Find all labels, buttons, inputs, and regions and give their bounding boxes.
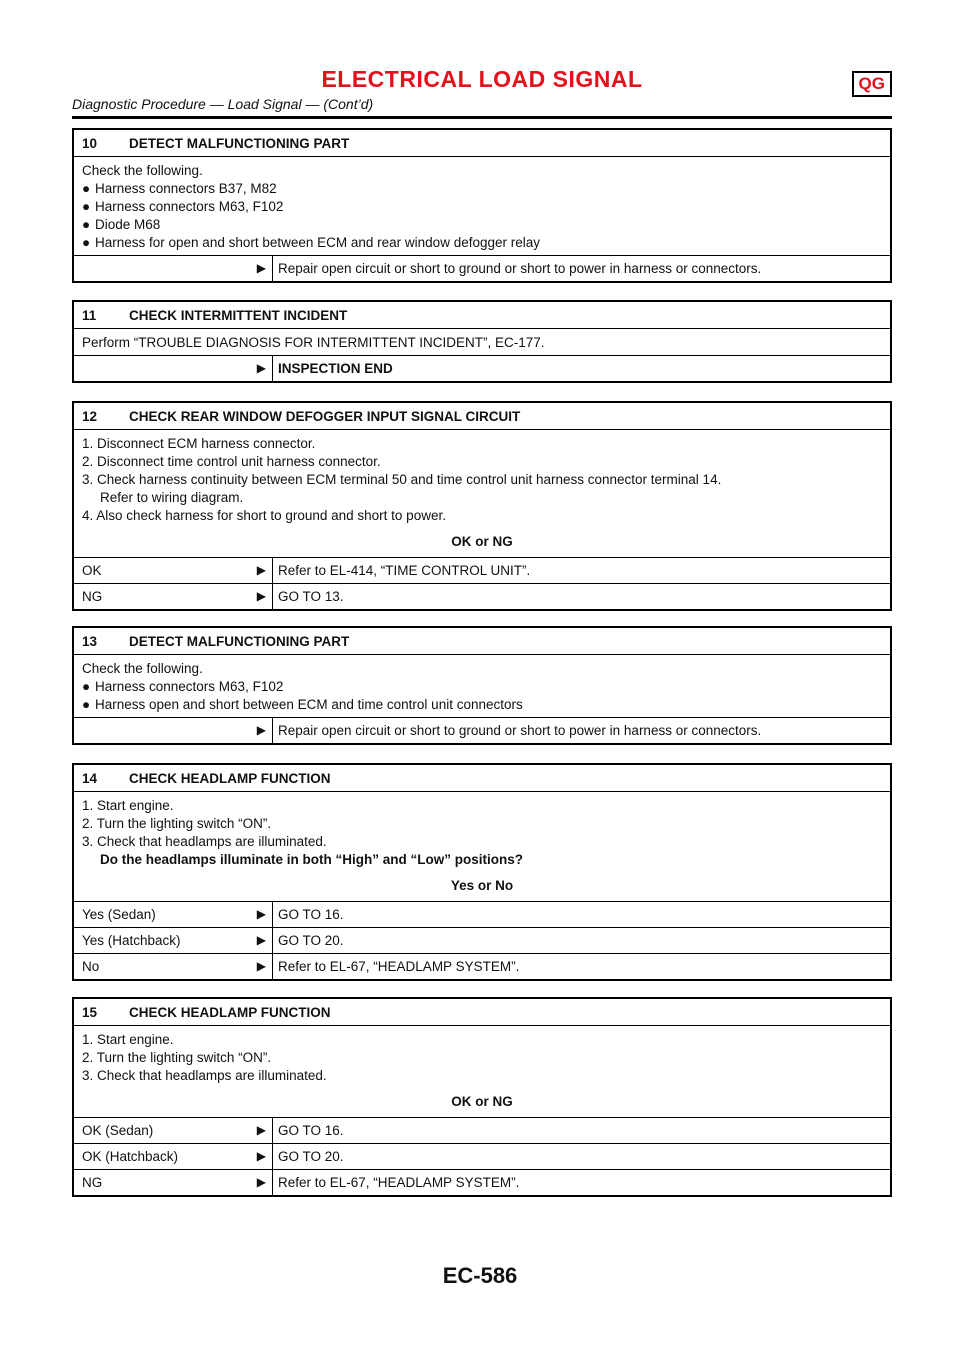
- step-15-block: [72, 997, 892, 1197]
- step-number: 12: [82, 409, 98, 424]
- result-label: [74, 718, 272, 743]
- list-item: [82, 216, 882, 234]
- result-row: [74, 255, 890, 281]
- list-item-text: Harness connectors B37, M82: [95, 181, 277, 196]
- result-text: GO TO 16.: [272, 1118, 890, 1143]
- result-row: [74, 355, 890, 381]
- result-label: [74, 954, 272, 979]
- arrow-right-icon: ▶: [256, 933, 266, 947]
- page-number: EC-586: [442, 1263, 518, 1288]
- bullet-icon: ●: [82, 217, 91, 232]
- arrow-right-icon: ▶: [256, 563, 266, 577]
- step-14-block: [72, 763, 892, 981]
- list-item: [82, 678, 882, 696]
- result-text: INSPECTION END: [272, 356, 890, 381]
- step-text: 3. Check harness continuity between ECM terminal 50 and time control unit harness connector terminal 14.: [82, 472, 722, 487]
- result-row: [74, 583, 890, 609]
- arrow-right-icon: ▶: [256, 361, 266, 375]
- bullet-icon: ●: [82, 235, 91, 250]
- bullet-icon: ●: [82, 181, 91, 196]
- result-text: Refer to EL-67, “HEADLAMP SYSTEM”.: [272, 954, 890, 979]
- bullet-icon: ●: [82, 199, 91, 214]
- step-header: [74, 628, 890, 655]
- step-body: [74, 1026, 890, 1117]
- bullet-icon: ●: [82, 679, 91, 694]
- step-11-block: [72, 300, 892, 383]
- result-label-text: OK (Sedan): [82, 1123, 154, 1138]
- result-text: GO TO 13.: [272, 584, 890, 609]
- step-10-block: [72, 128, 892, 283]
- step-title: DETECT MALFUNCTIONING PART: [129, 634, 350, 649]
- result-text: Repair open circuit or short to ground or short to power in harness or connectors.: [272, 718, 890, 743]
- decision-question: OK or NG: [451, 534, 513, 549]
- step-body: [74, 792, 890, 901]
- step-header: [74, 130, 890, 157]
- step-body: [74, 329, 890, 355]
- step-text: 3. Check that headlamps are illuminated.: [82, 1068, 327, 1083]
- result-label-text: Yes (Sedan): [82, 907, 156, 922]
- step-text: Refer to wiring diagram.: [100, 490, 244, 505]
- step-number: 10: [82, 136, 98, 151]
- list-item-text: Harness connectors M63, F102: [95, 199, 284, 214]
- step-body: [74, 655, 890, 717]
- list-item-text: Harness connectors M63, F102: [95, 679, 284, 694]
- section-title: ELECTRICAL LOAD SIGNAL: [321, 66, 643, 92]
- result-label-text: NG: [82, 589, 103, 604]
- step-text: 3. Check that headlamps are illuminated.: [82, 834, 327, 849]
- result-label: [74, 1144, 272, 1169]
- result-label: [74, 256, 272, 281]
- step-body: [74, 430, 890, 557]
- arrow-right-icon: ▶: [256, 261, 266, 275]
- step-13-block: [72, 626, 892, 745]
- result-row: [74, 1169, 890, 1195]
- result-label: [74, 558, 272, 583]
- step-text: Check the following.: [82, 163, 203, 178]
- step-title: CHECK REAR WINDOW DEFOGGER INPUT SIGNAL CIRCUIT: [129, 409, 521, 424]
- result-text: Refer to EL-414, “TIME CONTROL UNIT”.: [272, 558, 890, 583]
- result-label: [74, 584, 272, 609]
- step-body: [74, 157, 890, 255]
- result-row: [74, 927, 890, 953]
- step-title: DETECT MALFUNCTIONING PART: [129, 136, 350, 151]
- result-row: [74, 717, 890, 743]
- list-item-text: Harness open and short between ECM and time control unit connectors: [95, 697, 523, 712]
- list-item: [82, 234, 882, 252]
- step-number: 13: [82, 634, 98, 649]
- section-subtitle: Diagnostic Procedure — Load Signal — (Cont’d): [72, 96, 374, 112]
- result-row: [74, 1143, 890, 1169]
- engine-badge: QG: [852, 71, 892, 97]
- step-text: 1. Start engine.: [82, 1032, 174, 1047]
- result-label: [74, 1118, 272, 1143]
- step-text: 4. Also check harness for short to ground and short to power.: [82, 508, 446, 523]
- list-item-text: Diode M68: [95, 217, 161, 232]
- decision-question: Yes or No: [450, 878, 514, 893]
- result-label: [74, 1170, 272, 1195]
- list-item: [82, 180, 882, 198]
- step-question: Do the headlamps illuminate in both “High” and “Low” positions?: [100, 852, 524, 867]
- result-label-text: No: [82, 959, 100, 974]
- result-row: [74, 953, 890, 979]
- step-text: Check the following.: [82, 661, 203, 676]
- step-header: [74, 403, 890, 430]
- list-item: [82, 696, 882, 714]
- step-number: 14: [82, 771, 98, 786]
- step-title: CHECK HEADLAMP FUNCTION: [129, 771, 331, 786]
- result-label: [74, 356, 272, 381]
- step-header: [74, 765, 890, 792]
- list-item: [82, 198, 882, 216]
- step-text: 2. Turn the lighting switch “ON”.: [82, 1050, 272, 1065]
- result-row: [74, 1117, 890, 1143]
- arrow-right-icon: ▶: [256, 1175, 266, 1189]
- arrow-right-icon: ▶: [256, 959, 266, 973]
- result-label-text: OK (Hatchback): [82, 1149, 179, 1164]
- result-text: GO TO 20.: [272, 928, 890, 953]
- step-number: 11: [82, 308, 97, 323]
- result-text: Repair open circuit or short to ground or short to power in harness or connectors.: [272, 256, 890, 281]
- step-header: [74, 302, 890, 329]
- result-label: [74, 928, 272, 953]
- step-number: 15: [82, 1005, 98, 1020]
- result-row: [74, 557, 890, 583]
- result-label: [74, 902, 272, 927]
- step-header: [74, 999, 890, 1026]
- step-text: 2. Turn the lighting switch “ON”.: [82, 816, 272, 831]
- list-item-text: Harness for open and short between ECM and rear window defogger relay: [95, 235, 540, 250]
- step-text: 1. Start engine.: [82, 798, 174, 813]
- step-12-block: [72, 401, 892, 611]
- result-text: GO TO 16.: [272, 902, 890, 927]
- step-title: CHECK HEADLAMP FUNCTION: [129, 1005, 331, 1020]
- step-title: CHECK INTERMITTENT INCIDENT: [129, 308, 348, 323]
- arrow-right-icon: ▶: [256, 907, 266, 921]
- result-label-text: OK: [82, 563, 102, 578]
- step-text: 1. Disconnect ECM harness connector.: [82, 436, 316, 451]
- result-text: GO TO 20.: [272, 1144, 890, 1169]
- arrow-right-icon: ▶: [256, 723, 266, 737]
- result-label-text: NG: [82, 1175, 103, 1190]
- header-rule: [72, 116, 892, 119]
- arrow-right-icon: ▶: [256, 1123, 266, 1137]
- step-text: 2. Disconnect time control unit harness connector.: [82, 454, 381, 469]
- step-text: Perform “TROUBLE DIAGNOSIS FOR INTERMITTENT INCIDENT”, EC-177.: [82, 335, 545, 350]
- result-row: [74, 901, 890, 927]
- result-label-text: Yes (Hatchback): [82, 933, 181, 948]
- result-text: Refer to EL-67, “HEADLAMP SYSTEM”.: [272, 1170, 890, 1195]
- arrow-right-icon: ▶: [256, 589, 266, 603]
- decision-question: OK or NG: [451, 1094, 513, 1109]
- arrow-right-icon: ▶: [256, 1149, 266, 1163]
- bullet-icon: ●: [82, 697, 91, 712]
